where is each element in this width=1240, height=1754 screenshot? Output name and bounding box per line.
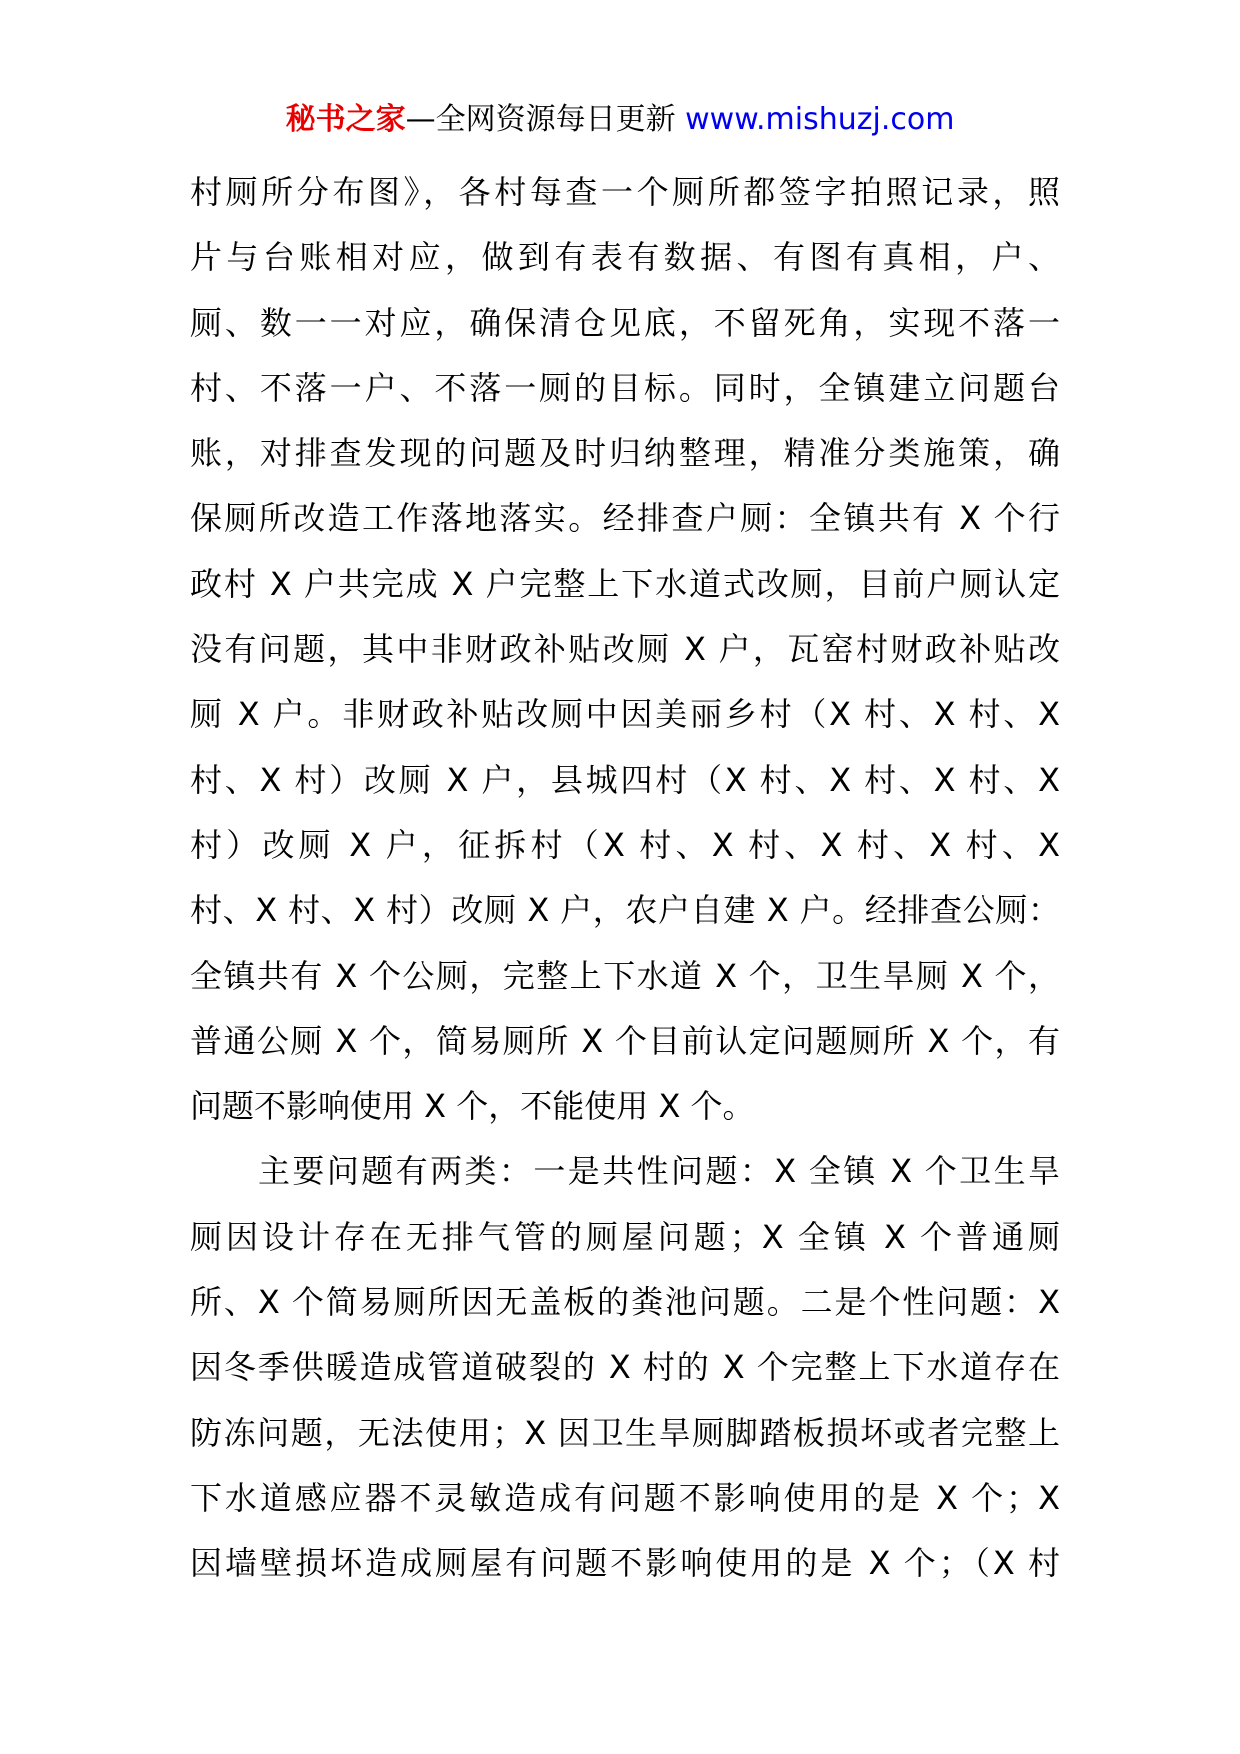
text-line: 普通公厕 X 个，简易厕所 X 个目前认定问题厕所 X 个，有	[190, 1021, 1060, 1060]
site-url-link[interactable]: www.mishuzj.com	[685, 102, 955, 137]
text-line: 账，对排查发现的问题及时归纳整理，精准分类施策，确	[190, 434, 1060, 473]
text-line: 村）改厕 X 户，征拆村（X 村、X 村、X 村、X 村、X	[190, 825, 1060, 864]
text-line: 政村 X 户共完成 X 户完整上下水道式改厕，目前户厕认定	[190, 564, 1060, 603]
text-line: 问题不影响使用 X 个，不能使用 X 个。	[190, 1087, 755, 1126]
text-line: 厕 X 户。非财政补贴改厕中因美丽乡村（X 村、X 村、X	[190, 695, 1060, 734]
text-line: 因墙壁损坏造成厕屋有问题不影响使用的是 X 个；（X 村	[190, 1544, 1060, 1583]
text-line: 村、不落一户、不落一厕的目标。同时，全镇建立问题台	[190, 368, 1060, 407]
paragraph-2	[190, 1139, 1060, 1596]
text-line: 村厕所分布图》，各村每查一个厕所都签字拍照记录，照	[190, 173, 1060, 211]
text-line: 全镇共有 X 个公厕，完整上下水道 X 个，卫生旱厕 X 个，	[190, 956, 1060, 995]
text-line: 保厕所改造工作落地落实。经排查户厕：全镇共有 X 个行	[190, 499, 1060, 538]
text-line: 因冬季供暖造成管道破裂的 X 村的 X 个完整上下水道存在	[190, 1348, 1060, 1387]
site-header	[0, 100, 1240, 140]
site-brand: 秘书之家	[285, 102, 406, 137]
text-line: 主要问题有两类：一是共性问题：X 全镇 X 个卫生旱	[258, 1152, 1060, 1191]
text-line: 没有问题，其中非财政补贴改厕 X 户，瓦窑村财政补贴改	[190, 630, 1060, 669]
text-line: 所、X 个简易厕所因无盖板的粪池问题。二是个性问题：X	[190, 1283, 1060, 1322]
text-line: 防冻问题，无法使用；X 因卫生旱厕脚踏板损坏或者完整上	[190, 1413, 1060, 1452]
text-line: 厕因设计存在无排气管的厕屋问题；X 全镇 X 个普通厕	[190, 1217, 1060, 1256]
text-line: 村、X 村、X 村）改厕 X 户，农户自建 X 户。经排查公厕：	[190, 891, 1060, 930]
text-line: 片与台账相对应，做到有表有数据、有图有真相，户、	[190, 238, 1060, 277]
text-line: 下水道感应器不灵敏造成有问题不影响使用的是 X 个；X	[190, 1478, 1060, 1517]
text-line: 厕、数一一对应，确保清仓见底，不留死角，实现不落一	[190, 303, 1060, 342]
site-tagline: —全网资源每日更新	[405, 102, 676, 137]
text-line: 村、X 村）改厕 X 户，县城四村（X 村、X 村、X 村、X	[190, 760, 1060, 799]
paragraph-1	[190, 160, 1060, 1139]
document-body	[190, 160, 1060, 1597]
